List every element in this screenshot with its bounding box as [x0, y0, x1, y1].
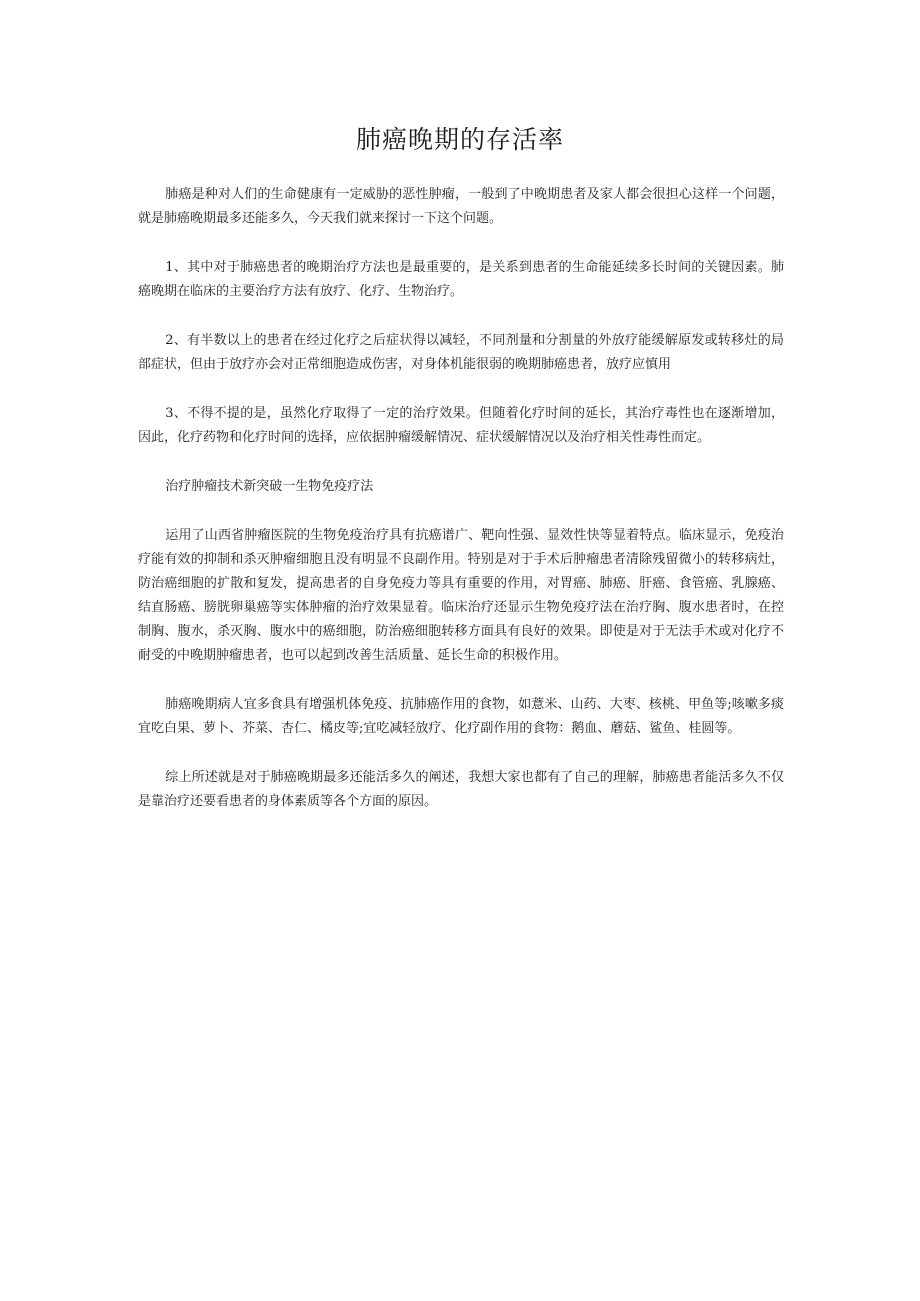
conclusion-paragraph: 综上所述就是对于肺癌晚期最多还能活多久的阐述，我想大家也都有了自己的理解，肺癌患者能活多久不仅是靠治疗还要看患者的身体素质等各个方面的原因。	[138, 770, 784, 809]
point-1-paragraph: 1、其中对于肺癌患者的晚期治疗方法也是最重要的，是关系到患者的生命能延续多长时间的关键因素。肺癌晚期在临床的主要治疗方法有放疗、化疗、生物治疗。	[138, 260, 784, 299]
article-body	[138, 183, 784, 839]
point-3-paragraph: 3、不得不提的是，虽然化疗取得了一定的治疗效果。但随着化疗时间的延长，其治疗毒性也在逐渐增加，因此，化疗药物和化疗时间的选择，应依据肿瘤缓解情况、症状缓解情况以及治疗相关性毒性而定。	[138, 406, 784, 445]
page-title: 肺癌晚期的存活率	[355, 125, 564, 154]
intro-paragraph: 肺癌是种对人们的生命健康有一定威胁的恶性肿瘤，一般到了中晚期患者及家人都会很担心这样一个问题，就是肺癌晚期最多还能多久，今天我们就来探讨一下这个问题。	[138, 187, 784, 226]
immunotherapy-paragraph: 运用了山西省肿瘤医院的生物免疫治疗具有抗癌谱广、靶向性强、显效性快等显着特点。临床显示，免疫治疗能有效的抑制和杀灭肿瘤细胞且没有明显不良副作用。特别是对于手术后肿瘤患者清除残留微小的转移病灶，防治癌细胞的扩散和复发，提高患者的自身免疫力等具有重要的作用，对胃癌、肺癌、肝癌、食管癌、乳腺癌、结直肠癌、膀胱卵巢癌等实体肿瘤的治疗效果显着。临床治疗还显示生物免疫疗法在治疗胸、腹水患者时，在控制胸、腹水，杀灭胸、腹水中的癌细胞，防治癌细胞转移方面具有良好的效果。即使是对于无法手术或对化疗不耐受的中晚期肿瘤患者，也可以起到改善生活质量、延长生命的积极作用。	[138, 528, 784, 663]
point-2-paragraph: 2、有半数以上的患者在经过化疗之后症状得以减轻，不同剂量和分割量的外放疗能缓解原发或转移灶的局部症状，但由于放疗亦会对正常细胞造成伤害，对身体机能很弱的晚期肺癌患者，放疗应慎用	[138, 333, 784, 372]
diet-paragraph: 肺癌晚期病人宜多食具有增强机体免疫、抗肺癌作用的食物，如薏米、山药、大枣、核桃、甲鱼等;咳嗽多痰宜吃白果、萝卜、芥菜、杏仁、橘皮等;宜吃减轻放疗、化疗副作用的食物：鹅血、蘑菇、鲨鱼、桂圆等。	[138, 697, 784, 736]
section-heading: 治疗肿瘤技术新突破一生物免疫疗法	[165, 479, 374, 494]
